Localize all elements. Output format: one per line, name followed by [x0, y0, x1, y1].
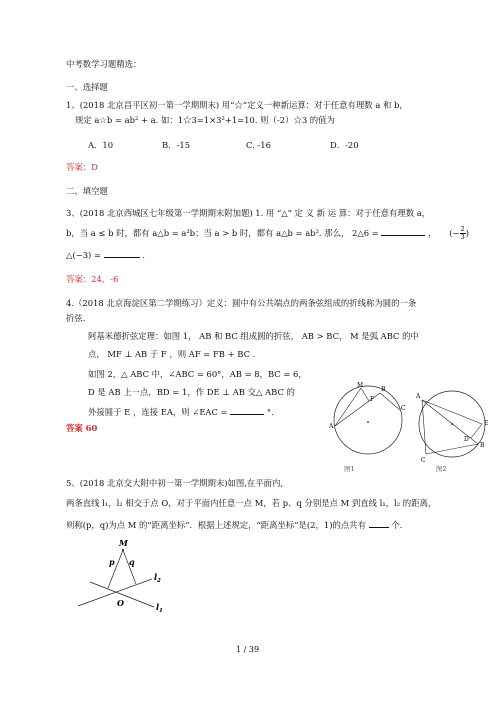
q5-label-p: p — [109, 557, 115, 567]
q5-point-m — [122, 549, 124, 551]
q4-answer: 答案 60 — [66, 423, 98, 433]
q5-label-l2: $l_2$ — [154, 572, 161, 584]
q1-choice-d: D．-20 — [330, 140, 359, 150]
page-number: 1 / 39 — [236, 645, 260, 654]
fig1-label-a: A — [329, 423, 334, 430]
fig1-label-c: C — [401, 405, 406, 412]
q1-choice-b: B．-15 — [162, 140, 191, 150]
q1-text-line2: 规定 a☆b = ab² + a. 如：1☆3=1×3²+1=10. 则（-2）☆3 的值为 — [75, 115, 335, 125]
fig1-circle — [334, 386, 402, 454]
fig1-caption: 图1 — [344, 465, 355, 473]
q3-comma: ， — [428, 228, 437, 238]
q3-text-line3-main: △(−3) = — [66, 250, 102, 260]
q5-label-o: O — [117, 598, 124, 608]
fig2-caption: 图2 — [436, 465, 447, 473]
q4-text-line3: 阿基米德折弦定理：如图 1， AB 和 BC 组成圆的折弦， AB > BC， M 是弧 ABC 的中 — [88, 331, 419, 341]
q3-fraction: $\frac{2}{3}$ — [460, 225, 465, 241]
q4-text-line1: 4.（2018 北京海淀区第二学期练习）定义：圆中有公共端点的两条弦组成的折线称为圆的一条 — [66, 298, 417, 308]
fig2-label-e: E — [484, 420, 489, 427]
q3-text-line2 — [66, 226, 469, 241]
q5-segment-p — [108, 550, 123, 588]
q4-figure-1 — [328, 380, 408, 462]
fig2-side-bc — [426, 444, 478, 454]
q4-figure-2 — [414, 384, 494, 466]
q5-unit: 个． — [391, 520, 409, 530]
fig2-side-ab — [422, 400, 478, 444]
fig1-center — [367, 421, 369, 423]
fig2-label-d: D — [464, 436, 469, 443]
q4-blank[interactable] — [230, 405, 264, 415]
fig1-chord-am — [335, 388, 361, 426]
q5-text-line3-main: 则称(p，q)为点 M 的“距离坐标”．根据上述规定，“距离坐标”是(2，1)的点共有 — [66, 520, 366, 530]
q3-text-line1: 3、(2018 北京西城区七年级第一学期期末附加题) 1. 用 “△” 定 义 新 运 算：对于任意有理数 a， — [66, 208, 431, 218]
q3-frac-suffix: ) — [465, 228, 469, 238]
fig1-label-b: B — [381, 386, 386, 393]
fig2-label-b: B — [480, 442, 485, 449]
section-heading-choice: 一、选择题 — [66, 82, 108, 92]
q3-text-line2-main: b，当 a ≤ b 时，都有 a△b = a²b；当 a > b 时，都有 a△b = ab². 那么， 2△6 = — [66, 228, 379, 238]
q3-answer: 答案：24，-6 — [66, 274, 119, 284]
q4-text-line5: 如图 2，△ ABC 中，∠ABC = 60°，AB = 8，BC = 6， — [88, 369, 307, 379]
q4-degree: °． — [266, 407, 280, 417]
q5-segment-q — [123, 550, 136, 584]
fig2-label-a: A — [416, 393, 421, 400]
fig1-chord-bc — [380, 393, 400, 410]
q5-label-q: q — [129, 557, 135, 567]
q5-text-line3 — [66, 518, 408, 531]
q5-blank[interactable] — [369, 518, 389, 528]
fig2-segment-de — [471, 424, 482, 438]
q5-label-m: M — [119, 538, 128, 548]
q4-text-line2: 折弦. — [66, 313, 86, 323]
q3-blank-1[interactable] — [381, 226, 425, 236]
q5-figure — [74, 536, 184, 616]
q3-frac-prefix: (− — [449, 228, 460, 238]
page-title: 中考数学习题精选： — [66, 59, 142, 69]
fig2-center — [451, 423, 453, 425]
q3-end-period: ． — [142, 250, 151, 260]
q4-text-line7-main: 外接圆于 E ，连接 EA，则 ∠EAC = — [88, 407, 228, 417]
q4-text-line4: 点， MF ⊥ AB 于 F ，则 AF = FB + BC . — [88, 349, 256, 359]
fig2-side-ac — [422, 400, 426, 454]
q1-text-line1: 1、(2018 北京昌平区初一第一学期期末) 用“☆”定义一种新运算：对于任意有理数 a 和 b， — [66, 100, 408, 110]
fig1-label-f: F — [370, 396, 375, 403]
fig2-segment-ae — [422, 400, 482, 424]
q4-text-line6: D 是 AB 上一点，BD = 1，作 DE ⊥ AB 交△ ABC 的 — [88, 387, 295, 397]
fig1-label-m: M — [357, 382, 364, 389]
q5-text-line1: 5、(2018 北京交大附中初一第一学期期末)如图,在平面内, — [66, 478, 284, 488]
q1-answer: 答案：D — [66, 162, 98, 172]
q1-choice-a: A．10 — [88, 140, 114, 150]
q5-label-l1: $l_1$ — [156, 602, 163, 614]
fig2-label-c: C — [421, 457, 426, 464]
section-heading-fill: 二、填空题 — [66, 186, 108, 196]
q5-text-line2: 两条直线 l₁，l₂ 相交于点 O，对于平面内任意一点 M，若 p、q 分别是点 M 到直线 l₁，l₂ 的距离， — [66, 498, 437, 508]
q3-text-line3 — [66, 248, 151, 261]
fig1-perpendicular-mf — [361, 388, 369, 401]
q4-text-line7 — [88, 405, 279, 418]
q3-blank-2[interactable] — [104, 248, 140, 258]
q1-choice-c: C. -16 — [246, 140, 271, 150]
